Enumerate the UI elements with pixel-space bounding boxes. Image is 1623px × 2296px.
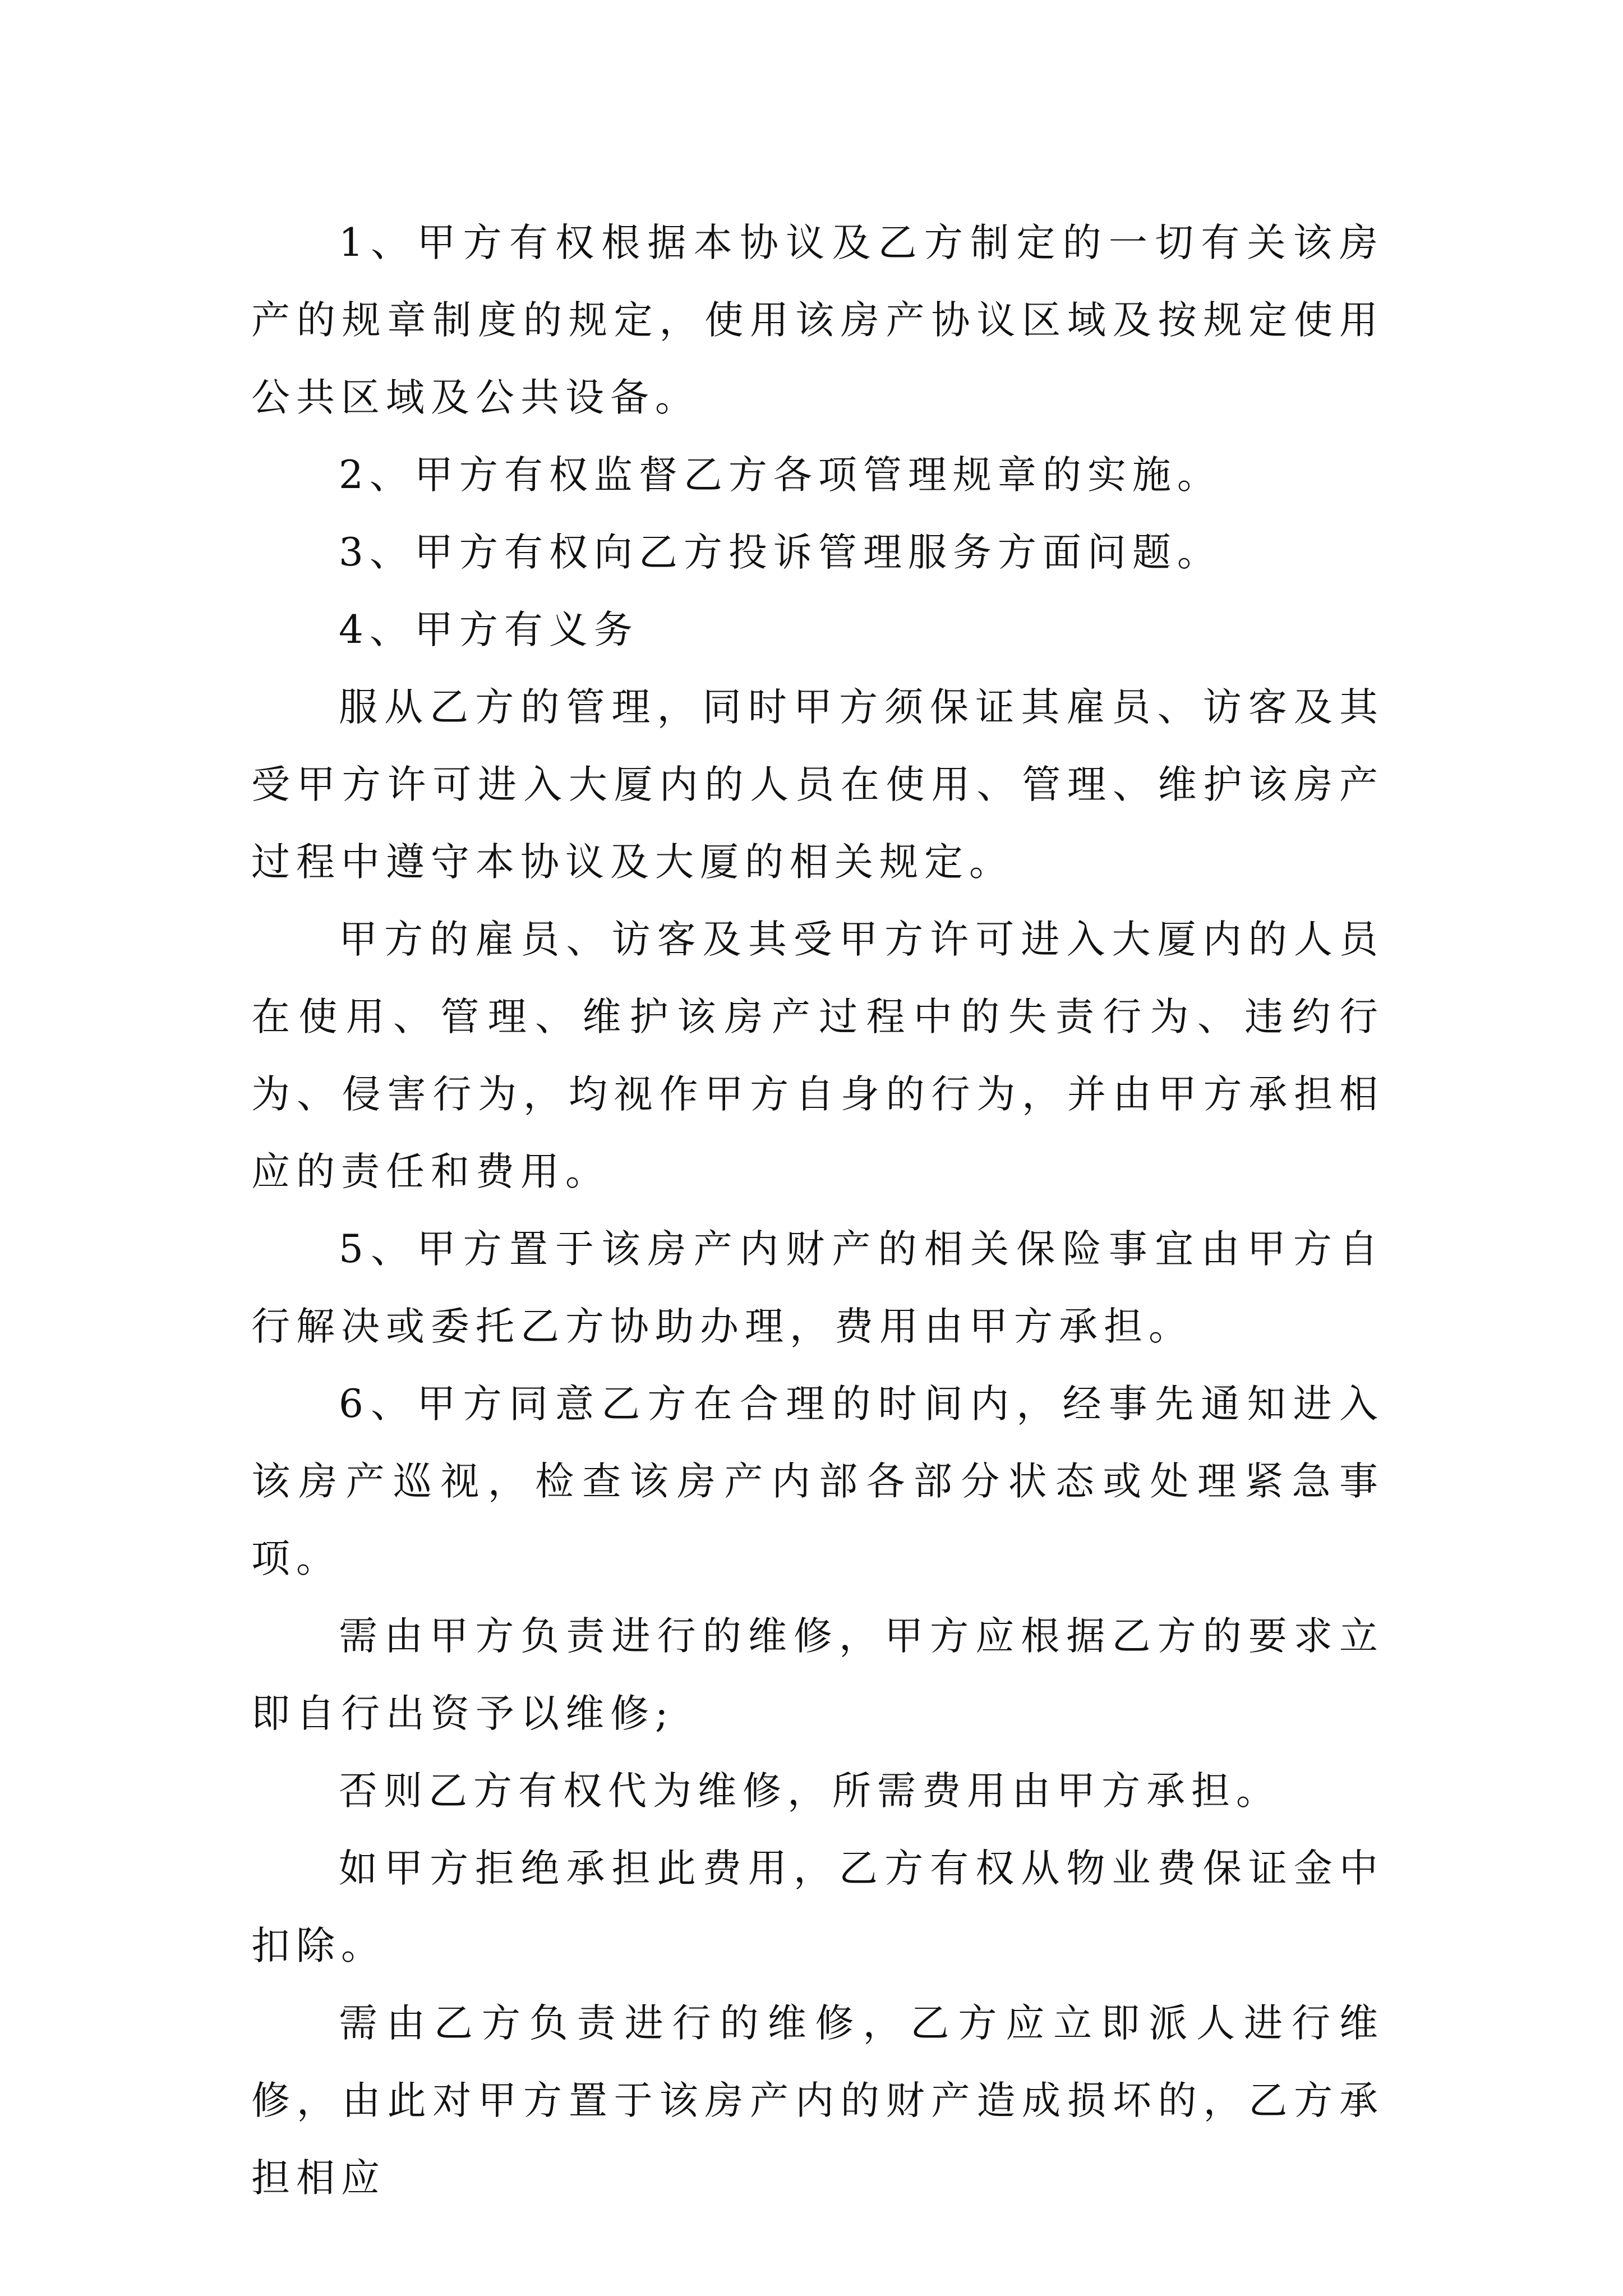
paragraph: 需由乙方负责进行的维修，乙方应立即派人进行维修，由此对甲方置于该房产内的财产造成损坏的，乙方承担相应 xyxy=(251,2001,1384,2201)
paragraph: 6、甲方同意乙方在合理的时间内，经事先通知进入该房产巡视，检查该房产内部各部分状态或处理紧急事项。 xyxy=(251,1382,1384,1581)
paragraph: 需由甲方负责进行的维修，甲方应根据乙方的要求立即自行出资予以维修; xyxy=(251,1614,1384,1736)
paragraph: 甲方的雇员、访客及其受甲方许可进入大厦内的人员在使用、管理、维护该房产过程中的失责行为、违约行为、侵害行为，均视作甲方自身的行为，并由甲方承担相应的责任和费用。 xyxy=(251,917,1384,1194)
paragraph: 否则乙方有权代为维修，所需费用由甲方承担。 xyxy=(339,1769,1281,1814)
document-body xyxy=(251,204,1384,2217)
paragraph: 服从乙方的管理，同时甲方须保证其雇员、访客及其受甲方许可进入大厦内的人员在使用、管理、维护该房产过程中遵守本协议及大厦的相关规定。 xyxy=(251,685,1384,885)
paragraph: 1、甲方有权根据本协议及乙方制定的一切有关该房产的规章制度的规定，使用该房产协议区域及按规定使用公共区域及公共设备。 xyxy=(251,220,1384,420)
paragraph: 5、甲方置于该房产内财产的相关保险事宜由甲方自行解决或委托乙方协助办理，费用由甲方承担。 xyxy=(251,1227,1384,1349)
paragraph: 3、甲方有权向乙方投诉管理服务方面问题。 xyxy=(339,530,1222,575)
paragraph: 2、甲方有权监督乙方各项管理规章的实施。 xyxy=(339,453,1222,498)
paragraph: 4、甲方有义务 xyxy=(339,608,639,652)
paragraph: 如甲方拒绝承担此费用，乙方有权从物业费保证金中扣除。 xyxy=(251,1846,1384,1968)
